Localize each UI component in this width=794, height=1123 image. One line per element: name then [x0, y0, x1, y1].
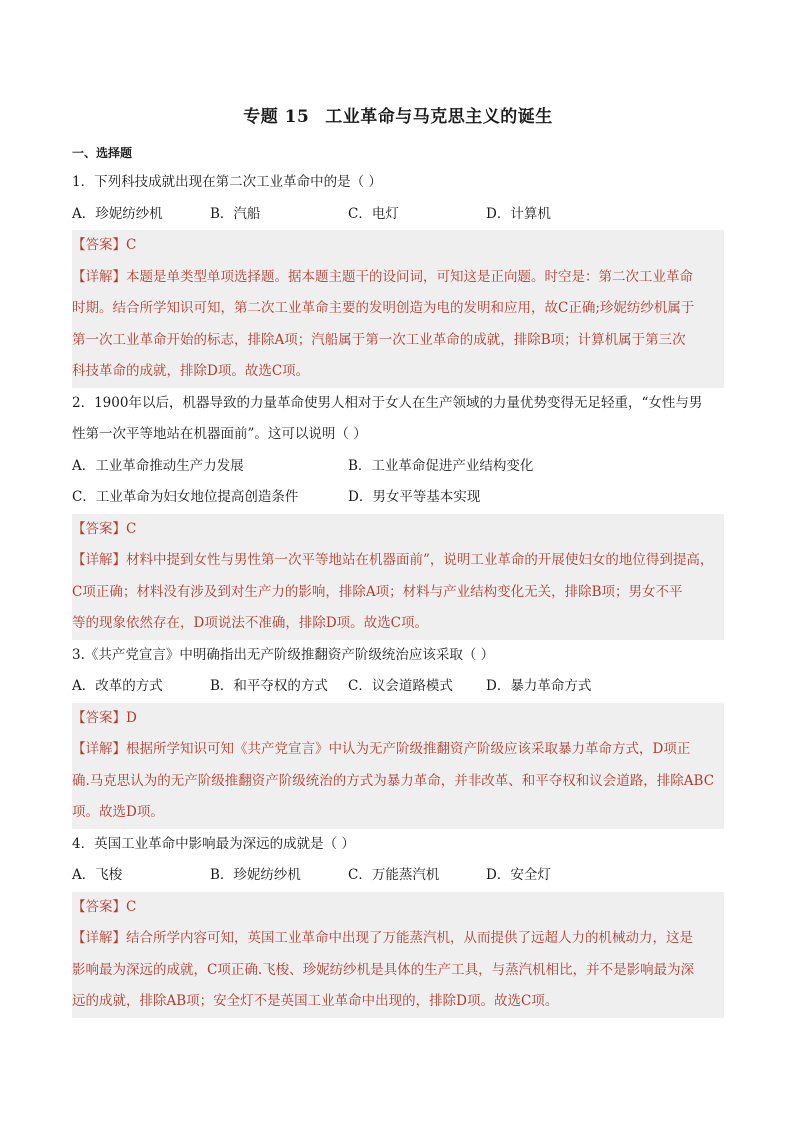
- detail-line: 时期。结合所学知识可知，第二次工业革命主要的发明创造为电的发明和应用，故C正确;珍妮纺纱机属于: [72, 300, 695, 316]
- detail-label: 【详解】: [72, 552, 126, 568]
- answer-label: 【答案】: [72, 520, 126, 537]
- option-b: B．汽船: [210, 205, 261, 222]
- option-c: C．电灯: [348, 205, 399, 222]
- answer-label: 【答案】: [72, 709, 126, 726]
- question-1: [72, 167, 724, 388]
- question-options: [72, 482, 724, 514]
- option-d: D．男女平等基本实现: [348, 489, 481, 505]
- option-b: B．和平夺权的方式: [210, 678, 328, 694]
- detail-line: 【详解】根据所学知识可知《共产党宣言》中认为无产阶级推翻资产阶级应该采取暴力革命方式，D项正: [72, 741, 691, 757]
- option-c: C．工业革命为妇女地位提高创造条件: [72, 489, 299, 505]
- option-a: A．飞梭: [72, 867, 123, 883]
- answer-block: [72, 892, 724, 1018]
- detail-line: 第一次工业革命开始的标志，排除A项；汽船属于第一次工业革命的成就，排除B项；计算机属于第三次: [72, 331, 686, 348]
- question-options: [72, 860, 724, 892]
- answer-label: 【答案】: [72, 898, 126, 915]
- detail-line: C项正确；材料没有涉及到对生产力的影响，排除A项；材料与产业结构变化无关，排除B项；男女不平: [72, 583, 683, 600]
- detail-line: 远的成就，排除AB项；安全灯不是英国工业革命中出现的，排除D项。故选C项。: [72, 993, 559, 1009]
- answer-line: [72, 892, 724, 924]
- detail-label: 【详解】: [72, 268, 126, 285]
- answer-value: D: [126, 709, 137, 726]
- page-title: [72, 102, 724, 132]
- question-stem: 3.《共产党宣言》中明确指出无产阶级推翻资产阶级统治应该采取（ ）: [72, 646, 495, 663]
- option-c: C．议会道路模式: [348, 678, 453, 694]
- answer-value: C: [126, 898, 137, 915]
- question-options: [72, 671, 724, 703]
- question-stem: 2．1900年以后，机器导致的力量革命使男人相对于女人在生产领域的力量优势变得无足轻重，“女性与男: [72, 394, 703, 411]
- answer-label: 【答案】: [72, 237, 126, 253]
- question-4: [72, 829, 724, 1018]
- section-heading: 一、选择题: [72, 146, 133, 160]
- detail-label: 【详解】: [72, 930, 126, 946]
- detail-line: 等的现象依然存在，D项说法不准确，排除D项。故选C项。: [72, 615, 428, 631]
- question-stem: 4．英国工业革命中影响最为深远的成就是（ ）: [72, 835, 355, 852]
- detail-label: 【详解】: [72, 741, 126, 757]
- option-a: A．工业革命推动生产力发展: [72, 457, 244, 474]
- answer-line: [72, 514, 724, 546]
- question-stem: 性第一次平等地站在机器面前”。这可以说明（ ）: [72, 426, 367, 442]
- answer-line: [72, 230, 724, 262]
- document-page: [72, 102, 724, 1018]
- title-number: 专题 15: [243, 107, 310, 127]
- answer-block: [72, 703, 724, 829]
- question-stem: 1．下列科技成就出现在第二次工业革命中的是（ ）: [72, 174, 382, 190]
- option-c: C．万能蒸汽机: [348, 867, 440, 883]
- detail-line: 【详解】结合所学内容可知，英国工业革命中出现了万能蒸汽机，从而提供了远超人力的机械动力，这是: [72, 930, 693, 946]
- detail-line: 科技革命的成就，排除D项。故选C项。: [72, 363, 310, 379]
- option-d: D．暴力革命方式: [486, 678, 592, 694]
- option-d: D．安全灯: [486, 867, 551, 883]
- question-options: [72, 199, 724, 231]
- answer-block: [72, 230, 724, 388]
- question-2: [72, 388, 724, 640]
- answer-block: [72, 514, 724, 640]
- question-options: [72, 451, 724, 483]
- option-b: B．工业革命促进产业结构变化: [348, 457, 534, 474]
- answer-value: C: [126, 520, 137, 537]
- option-a: A．改革的方式: [72, 678, 163, 694]
- detail-line: 【详解】材料中提到女性与男性第一次平等地站在机器面前”，说明工业革命的开展使妇女的地位得到提高，: [72, 552, 714, 568]
- question-3: [72, 640, 724, 829]
- detail-line: 项。故选D项。: [72, 804, 164, 820]
- option-a: A．珍妮纺纱机: [72, 205, 163, 222]
- answer-value: C: [126, 237, 137, 253]
- detail-line: 【详解】本题是单类型单项选择题。据本题主题干的设问词，可知这是正向题。时空是：第二次工业革命: [72, 268, 693, 285]
- answer-line: [72, 703, 724, 735]
- title-text: 工业革命与马克思主义的诞生: [325, 107, 553, 127]
- detail-line: 确.马克思认为的无产阶级推翻资产阶级统治的方式为暴力革命，并非改革、和平夺权和议会道路，排除ABC: [72, 772, 715, 789]
- option-b: B．珍妮纺纱机: [210, 867, 301, 883]
- option-d: D．计算机: [486, 205, 551, 222]
- detail-line: 影响最为深远的成就，C项正确.飞梭、珍妮纺纱机是具体的生产工具，与蒸汽机相比，并不是影响最为深: [72, 961, 695, 978]
